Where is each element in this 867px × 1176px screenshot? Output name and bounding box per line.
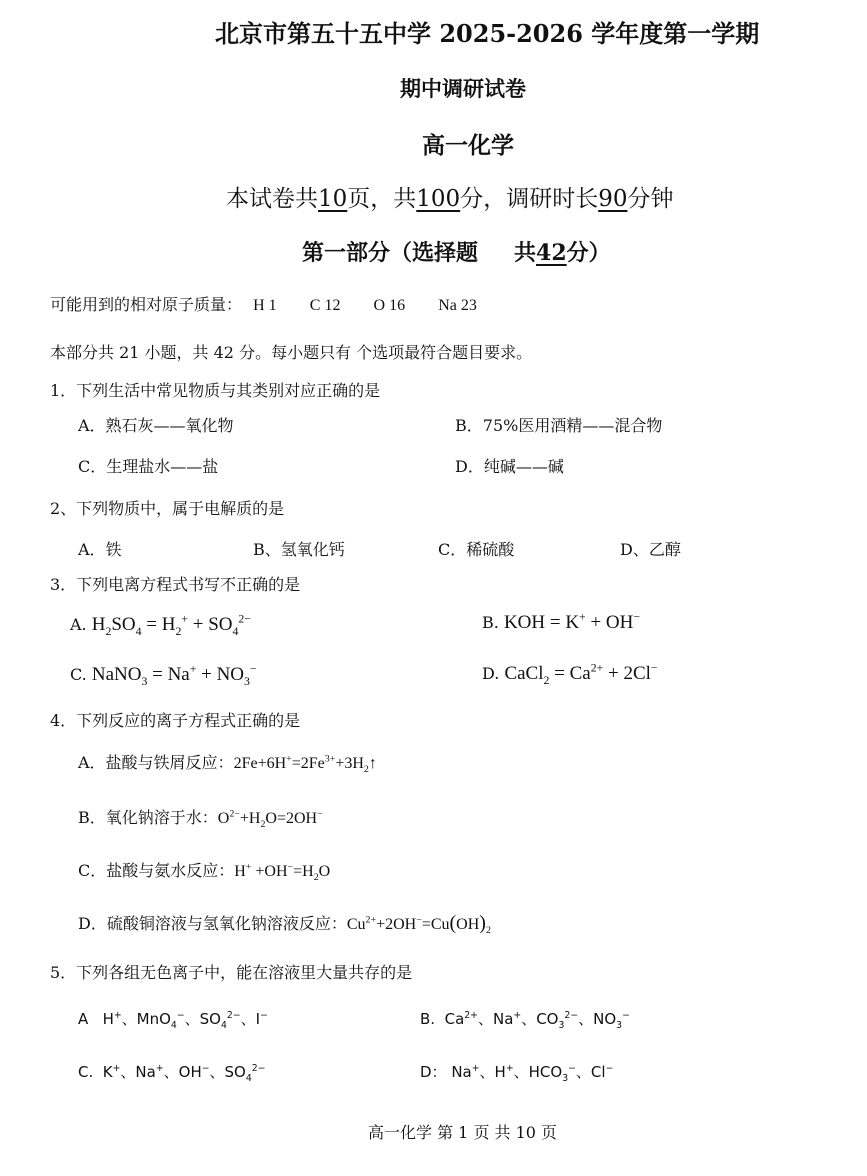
- info-minutes: 90: [598, 186, 628, 212]
- info-mid1: 页，共: [347, 186, 417, 212]
- q5-label-b: B.: [420, 1010, 436, 1028]
- q5-label-a: A: [78, 1010, 89, 1028]
- ion-equation-b: $O^{2-}+H_2O=2OH^-$: [217, 808, 323, 831]
- q5-label-d: D：: [420, 1063, 447, 1081]
- q2-option-a: A．铁: [78, 540, 122, 559]
- equation-d: CaCl$_2$ = $Ca^{2+} + 2Cl^-$: [504, 661, 658, 687]
- exam-info: [226, 180, 673, 213]
- atomic-masses-label: 可能用到的相对原子质量：: [50, 295, 243, 314]
- q5-stem: 5．下列各组无色离子中，能在溶液里大量共存的是: [50, 963, 413, 982]
- q4-option-d: [78, 911, 491, 935]
- info-mid2: 分，调研时长: [460, 186, 599, 212]
- q1-option-a: A．熟石灰——氧化物: [78, 416, 234, 435]
- atomic-masses: [50, 292, 477, 315]
- q3-label-d: D.: [482, 664, 500, 683]
- q4-option-c: [78, 858, 331, 884]
- atomic-mass-o: O 16: [373, 297, 406, 314]
- q3-option-b: [482, 612, 640, 634]
- instructions: 本部分共 21 小题，共 42 分。每小题只有 个选项最符合题目要求。: [50, 343, 533, 362]
- q3-option-d: [482, 663, 658, 685]
- part-title: [302, 236, 611, 267]
- q5-label-c: C.: [78, 1063, 94, 1081]
- q1-option-c: C．生理盐水——盐: [78, 457, 219, 476]
- q2-option-b: B、氢氧化钙: [253, 540, 345, 559]
- q3-option-c: [70, 664, 257, 686]
- q1-stem: 1．下列生活中常见物质与其类别对应正确的是: [50, 381, 381, 400]
- q2-stem: 2、下列物质中，属于电解质的是: [50, 499, 285, 518]
- part-total-prefix: 共: [514, 240, 537, 266]
- part-total-score: 42: [536, 240, 567, 266]
- equation-b: KOH = K+ + OH−: [503, 610, 640, 633]
- q4-option-b: [78, 805, 323, 831]
- atomic-mass-na: Na 23: [438, 297, 477, 314]
- part-title-text: 第一部分（选择题: [302, 240, 479, 266]
- exam-title: 期中调研试卷: [400, 76, 526, 101]
- ion-equation-a: $2Fe+6H^+=2Fe^{3+}+3H_2↑$: [233, 753, 377, 776]
- info-prefix: 本试卷共: [226, 186, 318, 212]
- page-footer: 高一化学 第 1 页 共 10 页: [368, 1123, 558, 1142]
- ion-equation-c: $H^+ +OH^-=H_2O$: [234, 861, 331, 884]
- school-title: 北京市第五十五中学 2025-2026 学年度第一学期: [215, 19, 760, 48]
- info-score: 100: [416, 186, 461, 212]
- q5-option-d: D： Na+、H+、$HCO_3^-$、Cl−: [420, 1063, 614, 1084]
- q2-option-c: C．稀硫酸: [438, 540, 515, 559]
- q3-option-a: [70, 614, 251, 636]
- info-pages: 10: [318, 186, 348, 212]
- q3-label-a: A.: [70, 615, 87, 634]
- q2-option-d: D、乙醇: [620, 540, 681, 559]
- atomic-mass-h: H 1: [253, 297, 277, 314]
- atomic-mass-c: C 12: [309, 297, 341, 314]
- q3-label-c: C.: [70, 665, 87, 684]
- q3-stem: 3．下列电离方程式书写不正确的是: [50, 575, 301, 594]
- q1-option-b: B．75%医用酒精——混合物: [455, 416, 663, 435]
- equation-a: $H_2SO_4 = H_2^+ + SO_4^{2-}$: [91, 612, 251, 638]
- part-total-suffix: 分）: [566, 240, 611, 266]
- q5-option-c: C. K+、Na+、OH−、$SO_4^{2-}$: [78, 1063, 266, 1084]
- info-suffix: 分钟: [627, 186, 674, 212]
- q5-option-a: A H+、MnO$_4$−、$SO_4^{2-}$、I−: [78, 1010, 268, 1031]
- q1-option-d: D．纯碱——碱: [455, 457, 564, 476]
- q4-text-b: B．氧化钠溶于水：: [78, 808, 218, 827]
- q4-text-c: C．盐酸与氨水反应：: [78, 861, 235, 880]
- equation-c: NaNO$_3$ = $Na^+ + NO_3^-$: [91, 662, 257, 688]
- q4-stem: 4．下列反应的离子方程式正确的是: [50, 711, 301, 730]
- ion-equation-d: $Cu^{2+}+2OH^-=Cu(OH)_2$: [346, 912, 491, 937]
- q4-text-a: A．盐酸与铁屑反应：: [78, 753, 234, 772]
- q4-text-d: D．硫酸铜溶液与氢氧化钠溶液反应：: [78, 914, 347, 933]
- q4-option-a: [78, 750, 377, 776]
- q5-option-b: B. $Ca^{2+}$、Na+、$CO_3^{2-}$、$NO_3^-$: [420, 1010, 630, 1031]
- q3-label-b: B.: [482, 613, 499, 632]
- subject-title: 高一化学: [422, 132, 514, 159]
